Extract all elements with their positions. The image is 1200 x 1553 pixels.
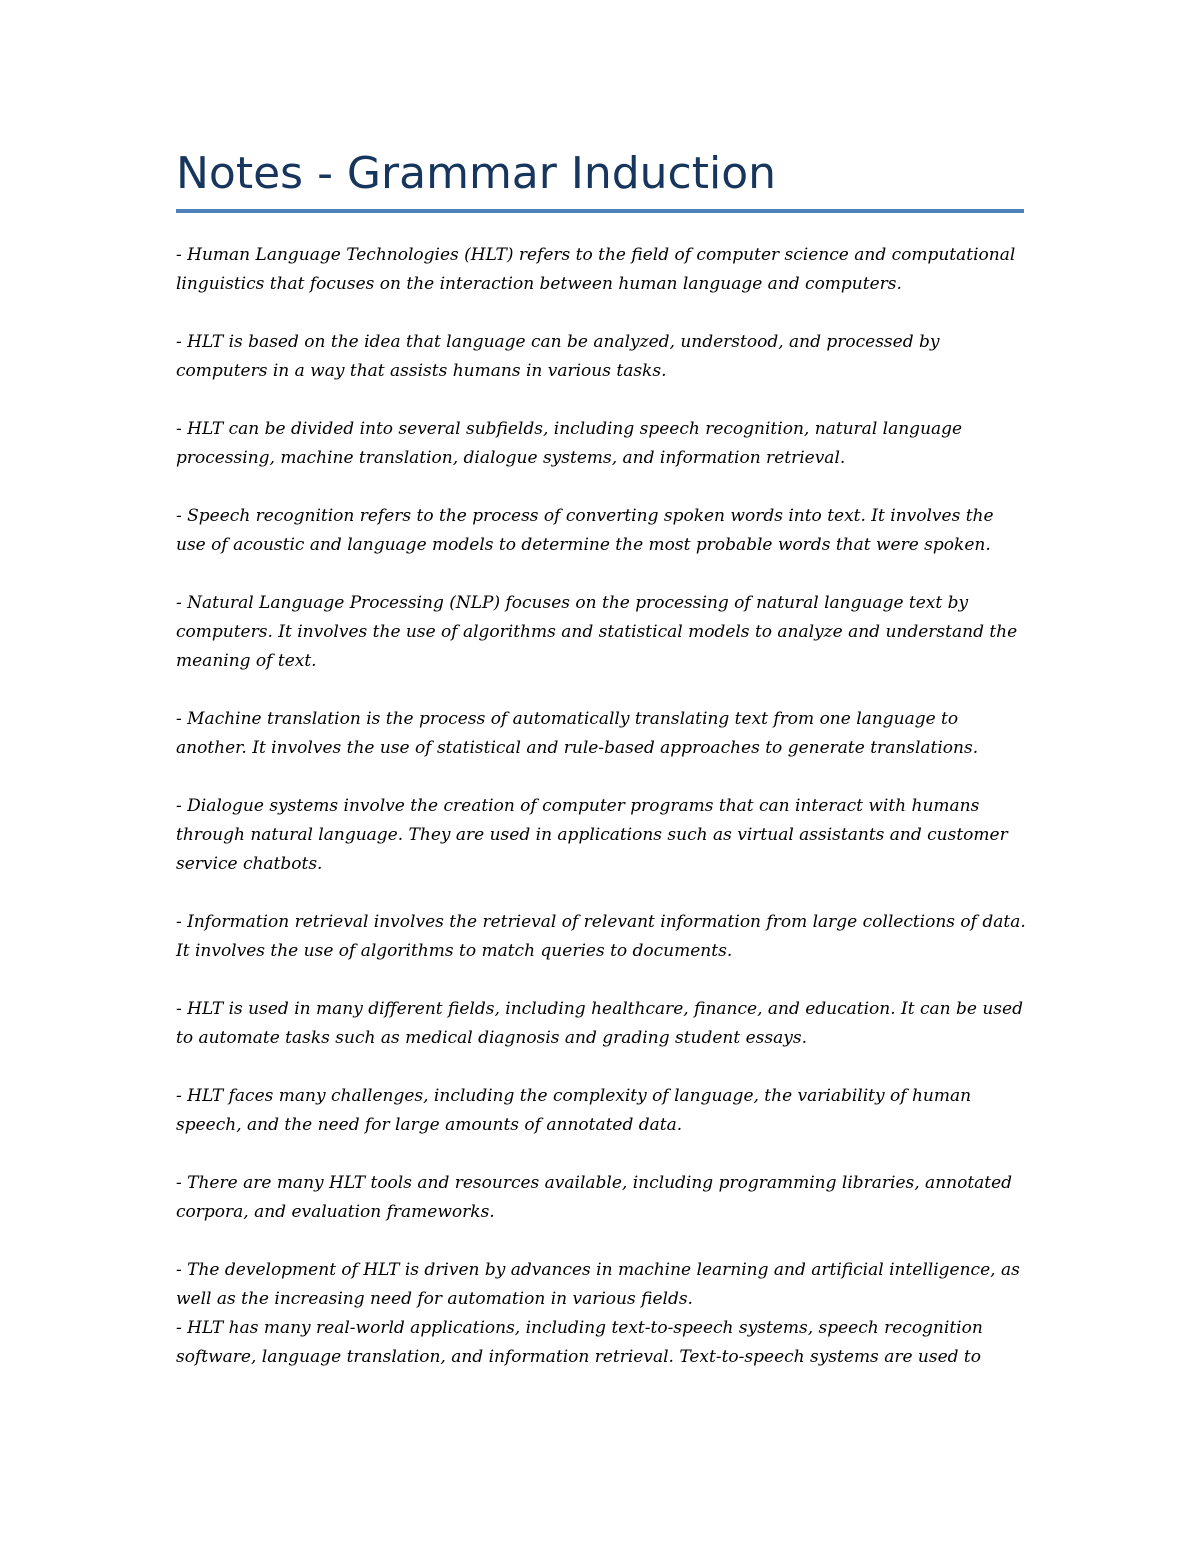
paragraph-speech-recognition: - Speech recognition refers to the process of converting spoken words into text. It involves the use of acoustic and language models to determine the most probable words that were spoken. [176, 506, 994, 555]
paragraph-dialogue-systems: - Dialogue systems involve the creation of computer programs that can interact with humans through natural language. They are used in applications such as virtual assistants and customer service chatbots. [176, 796, 1008, 874]
paragraph-hlt-fields: - HLT is used in many different fields, including healthcare, finance, and education. It can be used to automate tasks such as medical diagnosis and grading student essays. [176, 999, 1023, 1048]
paragraph-hlt-idea: - HLT is based on the idea that language can be analyzed, understood, and processed by computers in a way that assists humans in various tasks. [176, 332, 940, 381]
paragraph-hlt-applications: - HLT has many real-world applications, including text-to-speech systems, speech recognition software, language translation, and information retrieval. Text-to-speech systems are used to [176, 1318, 983, 1367]
paragraph-hlt-definition: - Human Language Technologies (HLT) refers to the field of computer science and computational linguistics that focuses on the interaction between human language and computers. [176, 245, 1016, 294]
paragraph-hlt-development: - The development of HLT is driven by advances in machine learning and artificial intelligence, as well as the increasing need for automation in various fields. [176, 1260, 1020, 1309]
paragraph-hlt-tools: - There are many HLT tools and resources available, including programming libraries, annotated corpora, and evaluation frameworks. [176, 1173, 1013, 1222]
paragraph-hlt-subfields: - HLT can be divided into several subfields, including speech recognition, natural language processing, machine translation, dialogue systems, and information retrieval. [176, 419, 963, 468]
notes-body [176, 241, 1026, 1372]
paragraph-machine-translation: - Machine translation is the process of automatically translating text from one language to another. It involves the use of statistical and rule-based approaches to generate translations. [176, 709, 979, 758]
paragraph-nlp: - Natural Language Processing (NLP) focuses on the processing of natural language text by computers. It involves the use of algorithms and statistical models to analyze and understand the meaning of text. [176, 593, 1018, 671]
page-title: Notes - Grammar Induction [176, 148, 776, 199]
paragraph-information-retrieval: - Information retrieval involves the retrieval of relevant information from large collections of data. It involves the use of algorithms to match queries to documents. [176, 912, 1026, 961]
paragraph-hlt-challenges: - HLT faces many challenges, including the complexity of language, the variability of human speech, and the need for large amounts of annotated data. [176, 1086, 972, 1135]
title-underline [176, 209, 1024, 213]
